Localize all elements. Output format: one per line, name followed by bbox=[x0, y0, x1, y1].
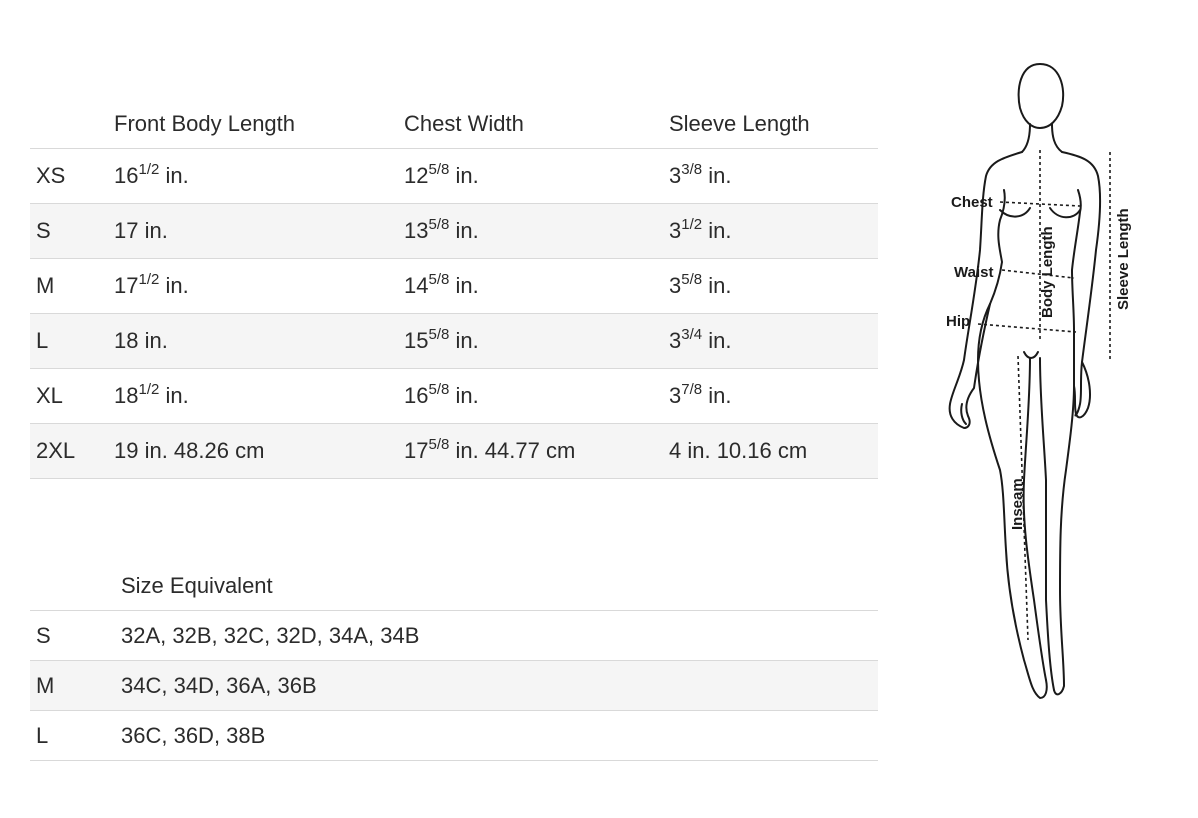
size-equivalent-cell: 36C, 36D, 38B bbox=[121, 711, 878, 761]
table-row bbox=[30, 259, 878, 314]
size-equivalent-table bbox=[30, 562, 878, 761]
size-chart-body bbox=[30, 149, 878, 479]
chest-width-cell: $15^{5/8}$ in. bbox=[404, 314, 669, 369]
table-row bbox=[30, 661, 878, 711]
front-body-length-cell: 19 in. 48.26 cm bbox=[114, 424, 404, 479]
size-equivalent-cell: 34C, 34D, 36A, 36B bbox=[121, 661, 878, 711]
front-body-length-cell: $17^{1/2}$ in. bbox=[114, 259, 404, 314]
size-cell: L bbox=[30, 314, 114, 369]
size-cell: L bbox=[30, 711, 121, 761]
sleeve-length-cell: $3^{5/8}$ in. bbox=[669, 259, 878, 314]
table-row bbox=[30, 611, 878, 661]
front-body-length-cell: $18^{1/2}$ in. bbox=[114, 369, 404, 424]
header-size bbox=[30, 100, 114, 149]
sleeve-length-cell: $3^{1/2}$ in. bbox=[669, 204, 878, 259]
chest-width-cell: $14^{5/8}$ in. bbox=[404, 259, 669, 314]
chest-label: Chest bbox=[951, 194, 993, 211]
waist-label: Waist bbox=[954, 264, 994, 281]
sleeve-length-label: Sleeve Length bbox=[1115, 208, 1132, 310]
size-cell: M bbox=[30, 661, 121, 711]
header-chest-width: Chest Width bbox=[404, 100, 669, 149]
table-row bbox=[30, 369, 878, 424]
header-front-body-length: Front Body Length bbox=[114, 100, 404, 149]
table-row bbox=[30, 711, 878, 761]
sleeve-length-cell: $3^{3/4}$ in. bbox=[669, 314, 878, 369]
body-outline bbox=[950, 64, 1101, 698]
size-cell: 2XL bbox=[30, 424, 114, 479]
front-body-length-cell: 17 in. bbox=[114, 204, 404, 259]
front-body-length-cell: $16^{1/2}$ in. bbox=[114, 149, 404, 204]
measurement-figure bbox=[925, 50, 1165, 710]
size-cell: XS bbox=[30, 149, 114, 204]
chest-width-cell: $16^{5/8}$ in. bbox=[404, 369, 669, 424]
header-size-equivalent: Size Equivalent bbox=[121, 562, 878, 611]
table-row bbox=[30, 149, 878, 204]
sleeve-length-cell: $3^{3/8}$ in. bbox=[669, 149, 878, 204]
body-length-label: Body Length bbox=[1039, 226, 1056, 318]
hip-line bbox=[978, 324, 1076, 332]
chest-width-cell: $12^{5/8}$ in. bbox=[404, 149, 669, 204]
figure-labels bbox=[946, 194, 1132, 530]
size-chart-table bbox=[30, 100, 878, 479]
size-cell: M bbox=[30, 259, 114, 314]
sleeve-length-cell: $3^{7/8}$ in. bbox=[669, 369, 878, 424]
size-equivalent-cell: 32A, 32B, 32C, 32D, 34A, 34B bbox=[121, 611, 878, 661]
size-equivalent-body bbox=[30, 611, 878, 761]
size-equivalent-header-row bbox=[30, 562, 878, 611]
inseam-label: Inseam bbox=[1009, 478, 1026, 530]
chest-width-cell: $13^{5/8}$ in. bbox=[404, 204, 669, 259]
size-chart-header-row bbox=[30, 100, 878, 149]
size-cell: S bbox=[30, 204, 114, 259]
table-row bbox=[30, 314, 878, 369]
chest-width-cell: $17^{5/8}$ in. 44.77 cm bbox=[404, 424, 669, 479]
table-row bbox=[30, 204, 878, 259]
front-body-length-cell: 18 in. bbox=[114, 314, 404, 369]
sleeve-length-cell: 4 in. 10.16 cm bbox=[669, 424, 878, 479]
table-row bbox=[30, 424, 878, 479]
hip-label: Hip bbox=[946, 313, 971, 330]
header-sleeve-length: Sleeve Length bbox=[669, 100, 878, 149]
waist-line bbox=[1002, 270, 1074, 278]
size-cell: XL bbox=[30, 369, 114, 424]
header-size bbox=[30, 562, 121, 611]
size-cell: S bbox=[30, 611, 121, 661]
